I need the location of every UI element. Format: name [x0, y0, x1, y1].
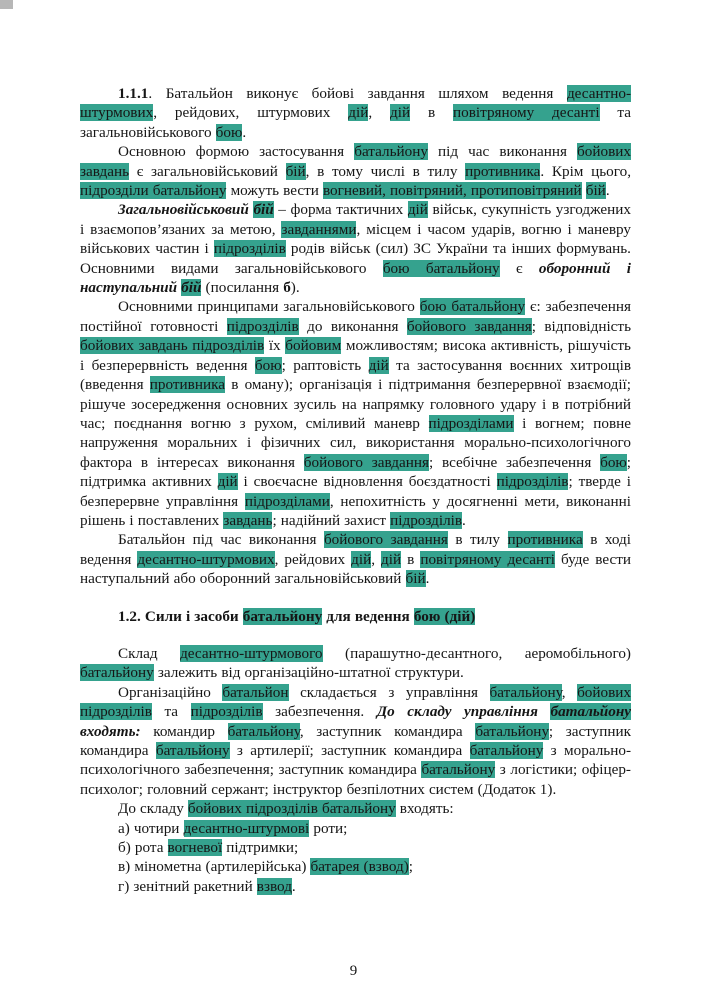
highlighted-term: бою: [600, 453, 627, 471]
text-run: .: [462, 511, 466, 529]
text-run: .: [605, 182, 610, 200]
highlighted-term: бою (дій): [413, 607, 476, 625]
text-run: ,: [561, 683, 578, 701]
highlighted-term: взвод: [256, 877, 292, 895]
text-run: ,: [368, 104, 391, 122]
text-run: ; раптовість: [281, 356, 369, 374]
highlighted-term: дій: [351, 550, 372, 568]
text-run: забезпечення.: [262, 703, 377, 721]
text-run: входять:: [395, 800, 454, 818]
text-run: . Батальйон виконує бойові завдання шляхом ведення: [148, 85, 567, 102]
text-run: для ведення: [322, 607, 414, 625]
text-run: до виконання: [298, 317, 407, 335]
list-item: [80, 819, 631, 838]
text-run: оборонний і наступальний: [80, 259, 631, 297]
highlighted-term: бойового завдання: [303, 453, 429, 471]
text-run: та: [151, 703, 191, 721]
highlighted-term: повітряному десанті: [420, 550, 555, 568]
highlighted-term: десантно-штурмових: [137, 550, 275, 568]
text-run: .: [425, 570, 430, 588]
text-run: б) рота: [118, 839, 168, 857]
text-run: можуть вести: [226, 182, 323, 200]
text-run: залежить від організаційно-штатної структури.: [153, 664, 464, 682]
highlighted-term: батальйону: [354, 143, 428, 161]
text-run: .: [291, 877, 296, 895]
highlighted-term: дій: [390, 104, 411, 122]
highlighted-term: батарея (взвод): [310, 858, 409, 876]
text-run: ; надійний захист: [272, 511, 391, 529]
text-run: Основними принципами загальновійськового: [118, 298, 420, 316]
paragraph: [80, 200, 631, 297]
text-run: роти;: [309, 819, 348, 837]
text-run: в: [401, 550, 421, 568]
highlighted-term: батальйону: [489, 683, 562, 701]
text-run: ;: [408, 858, 414, 876]
text-run: входять:: [80, 722, 141, 740]
section-heading: [80, 607, 631, 626]
highlighted-term: бойового завдання: [323, 531, 448, 549]
highlighted-term: бойових завдань: [80, 143, 631, 180]
page-number: 9: [349, 963, 358, 979]
text-run: Основною формою застосування: [118, 143, 355, 161]
text-run: ,: [371, 550, 382, 568]
text-run: (посилання: [201, 279, 284, 297]
text-run: , заступник командира: [299, 722, 476, 740]
text-run: – форма тактичних: [273, 201, 408, 219]
text-run: До складу управління: [376, 703, 551, 721]
text-run: , місцем і часом ударів, вогню і маневру військових частин і: [80, 220, 631, 258]
highlighted-term: бій: [285, 162, 306, 180]
text-run: 1.1.1: [118, 85, 149, 102]
highlighted-term: противника: [507, 531, 583, 549]
text-run: ; тверде і безперервне управління: [80, 473, 631, 510]
highlighted-term: підрозділами: [244, 492, 330, 510]
paragraph: [80, 530, 631, 588]
highlighted-term: дій: [407, 201, 428, 219]
highlighted-term: бою батальйону: [382, 259, 500, 277]
text-run: з морально-психологічного забезпечення; заступник командира: [80, 742, 631, 779]
text-run: , непохитність у досягненні мети, виконанні рішень і поставлених: [80, 492, 632, 529]
highlighted-term: бою: [215, 123, 243, 141]
text-run: є: забезпечення постійної готовності: [80, 298, 631, 335]
highlighted-term: підрозділів: [496, 473, 569, 491]
text-run: г) зенітний ракетний: [118, 877, 257, 895]
highlighted-term: дій: [381, 550, 402, 568]
text-run: ; заступник командира: [80, 722, 631, 759]
highlighted-term: завдань: [223, 511, 273, 529]
highlighted-term: бойових підрозділів батальйону: [187, 800, 396, 818]
highlighted-term: бойових підрозділів: [80, 683, 632, 721]
text-run: їх: [264, 337, 286, 355]
highlighted-term: батальйону: [80, 664, 154, 682]
highlighted-term: батальйону: [227, 722, 300, 740]
text-run: є загальновійськовий: [129, 162, 286, 180]
text-run: . Крім цього,: [540, 162, 631, 180]
text-run: , рейдових, штурмових: [153, 104, 349, 122]
text-run: з логістики; офіцер-психолог; головний сержант; інструктор безпілотних систем (Додаток 1).: [80, 761, 631, 798]
highlighted-term: бойового завдання: [406, 317, 532, 335]
highlighted-term: повітряному десанті: [453, 104, 600, 122]
text-run: (парашутно-десантного, аеромобільного): [322, 644, 631, 662]
highlighted-term: бою батальйону: [419, 298, 526, 316]
highlighted-term: противника: [465, 162, 541, 180]
text-run: , в тому числі в тилу: [305, 162, 466, 180]
text-run: ).: [290, 279, 300, 297]
text-run: Батальйон під час виконання: [118, 531, 324, 549]
text-run: До складу: [118, 800, 188, 818]
highlighted-term: підрозділами: [428, 414, 514, 432]
text-run: ; всебічне забезпечення: [428, 453, 601, 471]
highlighted-term: бойовим: [285, 337, 342, 355]
highlighted-term: батальйону: [242, 607, 323, 625]
text-run: буде вести наступальний або оборонний загальновійськовий: [80, 550, 631, 588]
highlighted-term: вогневий, повітряний, протиповітряний: [322, 182, 582, 200]
text-run: в) мінометна (артилерійська): [118, 858, 311, 876]
highlighted-term: бойових завдань підрозділів: [80, 337, 265, 355]
text-run: 1.2. Сили і засоби: [118, 607, 243, 625]
text-run: та загальновійськового: [80, 104, 631, 141]
highlighted-term: бій: [181, 279, 202, 297]
highlighted-term: підрозділів: [226, 317, 299, 335]
text-run: ; відповідність: [531, 317, 631, 335]
text-run: є: [499, 259, 539, 277]
text-block: [80, 84, 631, 896]
highlighted-term: дій: [348, 104, 369, 122]
text-run: б: [283, 279, 291, 297]
highlighted-term: підрозділів: [190, 703, 263, 721]
text-run: і вогнем; повне напруження моральних і фізичних сил, використання морально-психологічного фактора в інтересах виконання: [80, 414, 631, 471]
paragraph: [80, 297, 631, 530]
text-run: з артилерії; заступник командира: [229, 742, 470, 759]
highlighted-term: батальйону: [469, 742, 544, 759]
text-run: Організаційно: [118, 683, 223, 701]
highlighted-term: батальйону: [550, 703, 632, 721]
text-run: військ, сукупність узгоджених і взаємопов’язаних за метою,: [80, 201, 631, 238]
paragraph: [80, 683, 631, 799]
text-run: складається з управління: [288, 683, 490, 701]
text-run: підтримки;: [222, 839, 299, 857]
highlighted-term: противника: [149, 376, 225, 394]
text-run: можливостям; висока активність, рішучість і безперервність ведення: [80, 337, 631, 374]
highlighted-term: бій: [405, 570, 426, 588]
paragraph: [80, 84, 631, 142]
text-run: ; підтримка активних: [80, 453, 631, 491]
text-run: родів військ (сил) ЗС України та інших формувань. Основними видами загальновійськового: [80, 240, 631, 277]
text-run: в тилу: [447, 531, 508, 549]
highlighted-term: бою: [254, 356, 282, 374]
text-run: під час виконання: [427, 143, 578, 161]
highlighted-term: бій: [253, 201, 274, 219]
highlighted-term: батальйон: [222, 683, 289, 701]
text-run: в: [410, 104, 454, 122]
text-run: Склад: [118, 644, 181, 662]
paragraph: [80, 644, 631, 683]
text-run: та застосування воєнних хитрощів (введення: [80, 356, 631, 394]
highlighted-term: десантно-штурмового: [180, 644, 323, 662]
list-item: [80, 857, 631, 876]
highlighted-term: підрозділи батальйону: [80, 182, 227, 200]
text-run: і своєчасне відновлення боєздатності: [237, 473, 497, 491]
text-run: в ході ведення: [80, 531, 632, 568]
text-run: в оману); організація і підтримання безперервної взаємодії; рішуче зосередження основних зусиль на напрямку головного удару і в потрібний час; поєднання вогню з рухом, сміливий маневр: [80, 376, 631, 432]
paragraph: [80, 799, 631, 818]
text-run: , рейдових: [274, 550, 352, 568]
highlighted-term: батальйону: [155, 742, 230, 759]
scan-artifact: [0, 0, 13, 9]
highlighted-term: дій: [368, 356, 389, 374]
highlighted-term: бій: [585, 182, 606, 200]
highlighted-term: вогневої: [167, 839, 223, 857]
text-run: .: [242, 123, 247, 141]
text-run: командир: [140, 722, 228, 740]
highlighted-term: батальйону: [421, 761, 496, 779]
text-run: а) чотири: [118, 819, 184, 837]
highlighted-term: батальйону: [475, 722, 549, 740]
list-item: [80, 877, 631, 896]
text-run: Загальновійськовий: [118, 201, 254, 219]
list-item: [80, 838, 631, 857]
paragraph: [80, 142, 631, 200]
highlighted-term: десантно-штурмові: [183, 819, 310, 837]
highlighted-term: підрозділів: [213, 240, 286, 258]
highlighted-term: завданнями: [281, 220, 357, 238]
highlighted-term: дій: [217, 473, 238, 491]
highlighted-term: підрозділів: [390, 511, 463, 529]
highlighted-term: десантно-штурмових: [80, 85, 631, 122]
